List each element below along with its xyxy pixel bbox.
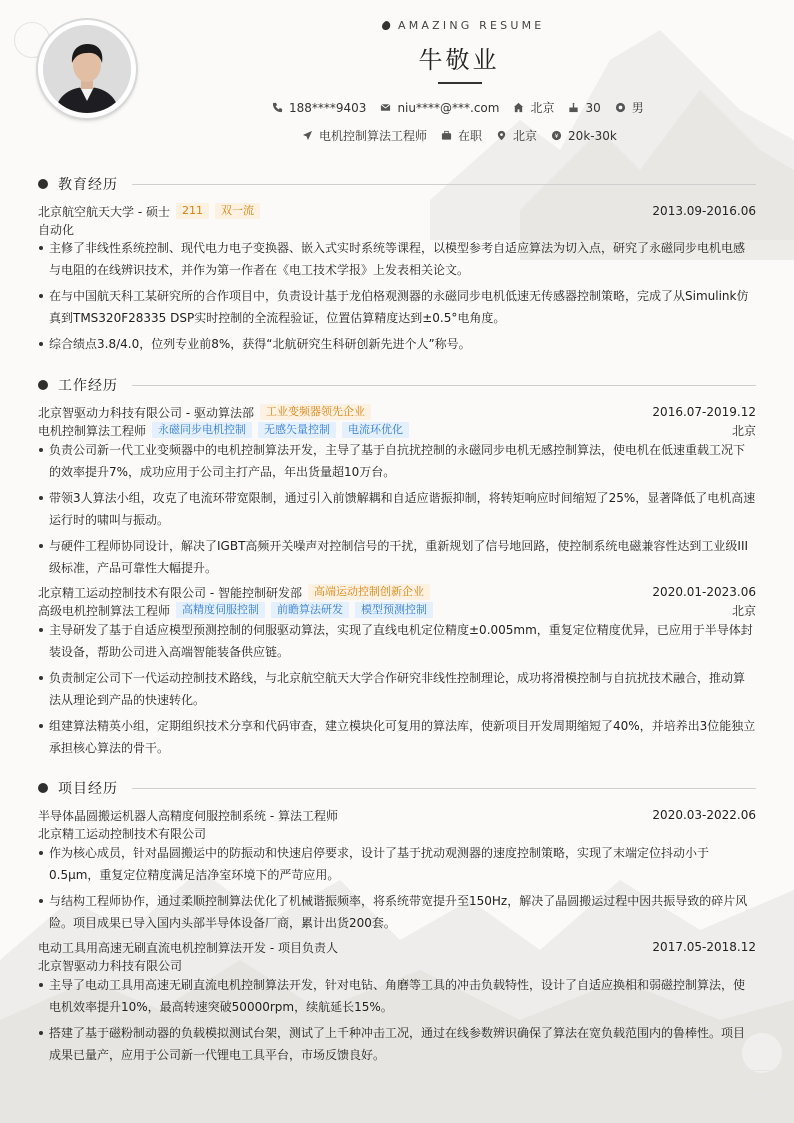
company-tag: 工业变频器领先企业 (260, 404, 371, 420)
work-section-title: 工作经历 (58, 378, 118, 394)
skill-tag: 高精度伺服控制 (176, 602, 265, 618)
school-tag: 双一流 (215, 203, 260, 219)
project-name: 半导体晶圆搬运机器人高精度伺服控制系统 - 算法工程师 (38, 808, 338, 823)
list-item: 主导了电动工具用高速无刷直流电机控制算法开发，针对电钻、角磨等工具的冲击负载特性，设计了自适应换相和弱磁控制算法，使电机效率提升10%，最高转速突破50000rpm，续航延长15%。 (38, 974, 756, 1018)
status-item (441, 127, 482, 144)
education-major-line (38, 221, 756, 237)
project-name: 电动工具用高速无刷直流电机控制算法开发 - 项目负责人 (38, 940, 338, 955)
skill-tag: 模型预测控制 (355, 602, 433, 618)
project-org: 北京精工运动控制技术有限公司 (38, 826, 207, 841)
location-item (513, 99, 554, 116)
list-item: 作为核心成员，针对晶圆搬运中的防振动和快速启停要求，设计了基于扰动观测器的速度控制策略，实现了末端定位抖动小于0.5μm，重复定位精度满足洁净室环境下的严苛应用。 (38, 842, 756, 886)
work-entry-header (38, 404, 756, 420)
work-bullets (38, 619, 756, 763)
map-pin-icon (496, 130, 507, 141)
work-role-line (38, 422, 756, 438)
mail-icon (380, 102, 391, 113)
job-title-item (302, 127, 427, 144)
company-name: 北京精工运动控制技术有限公司 - 智能控制研发部 (38, 585, 302, 600)
salary-item (551, 129, 617, 143)
list-item: 在与中国航天科工某研究所的合作项目中，负责设计基于龙伯格观测器的永磁同步电机低速无传感器控制策略，完成了从Simulink仿真到TMS320F28335 DSP实时控制的全流程验证，位置估算精度达到±0.5°电角度。 (38, 285, 756, 329)
target-city-item (496, 127, 537, 144)
major-name: 自动化 (38, 222, 75, 237)
list-item: 与硬件工程师协同设计，解决了IGBT高频开关噪声对控制信号的干扰，重新规划了信号地回路，使控制系统电磁兼容性达到工业级III级标准，产品可靠性大幅提升。 (38, 535, 756, 579)
project-date: 2017.05-2018.12 (652, 940, 756, 954)
role-name: 高级电机控制算法工程师 (38, 603, 171, 618)
list-item: 负责公司新一代工业变频器中的电机控制算法开发，主导了基于自抗扰控制的永磁同步电机无感控制算法，使电机在低速重载工况下的效率提升7%，成功应用于公司主打产品，年出货量超10万台。 (38, 439, 756, 483)
phone-item (272, 101, 366, 115)
section-bullet-icon (38, 380, 48, 390)
work-role-line (38, 602, 756, 618)
project-org: 北京智驱动力科技有限公司 (38, 958, 183, 973)
email-item (380, 101, 499, 115)
company-tag: 高端运动控制创新企业 (308, 584, 430, 600)
work-date: 2020.01-2023.06 (652, 585, 756, 599)
project-date: 2020.03-2022.06 (652, 808, 756, 822)
work-bullets (38, 439, 756, 583)
status-text: 在职 (458, 129, 483, 143)
project-org-line (38, 825, 756, 841)
job-intent-row (302, 127, 631, 144)
role-name: 电机控制算法工程师 (38, 423, 147, 438)
list-item: 综合绩点3.8/4.0，位列专业前8%，获得“北航研究生科研创新先进个人”称号。 (38, 333, 756, 355)
age-text: 30 (585, 100, 601, 115)
company-name: 北京智驱动力科技有限公司 - 驱动算法部 (38, 405, 254, 420)
section-bullet-icon (38, 179, 48, 189)
list-item: 搭建了基于磁粉制动器的负载模拟测试台架，测试了上千种冲击工况，通过在线参数辨识确保了算法在宽负载范围内的鲁棒性。项目成果已量产，应用于公司新一代锂电工具平台，市场反馈良好。 (38, 1022, 756, 1066)
salary-text: 20k-30k (568, 128, 617, 143)
work-date: 2016.07-2019.12 (652, 405, 756, 419)
birthday-cake-icon (568, 102, 579, 113)
skill-tag: 前瞻算法研发 (271, 602, 349, 618)
education-section-header (38, 174, 756, 194)
brush-drop-icon (380, 20, 392, 32)
resume-tagline (380, 19, 544, 32)
work-city: 北京 (731, 423, 756, 438)
home-icon (513, 102, 524, 113)
school-tag: 211 (176, 203, 209, 219)
svg-text:¥: ¥ (554, 131, 559, 140)
job-title-text: 电机控制算法工程师 (319, 129, 428, 143)
phone-text: 188****9403 (289, 100, 367, 115)
project-entry-header (38, 807, 756, 823)
target-city-text: 北京 (513, 129, 538, 143)
list-item: 组建算法精英小组，定期组织技术分享和代码审查，建立模块化可复用的算法库，使新项目开发周期缩短了40%，并培养出3位能独立承担核心算法的骨干。 (38, 715, 756, 759)
skill-tag: 电流环优化 (342, 422, 409, 438)
name-underline (438, 82, 482, 84)
phone-icon (272, 102, 283, 113)
gender-icon (615, 102, 626, 113)
section-divider (132, 184, 756, 185)
list-item: 负责制定公司下一代运动控制技术路线，与北京航空航天大学合作研究非线性控制理论，成功将滑模控制与自抗扰技术融合，推动算法从理论到产品的快速转化。 (38, 667, 756, 711)
section-divider (132, 788, 756, 789)
tagline-text: AMAZING RESUME (398, 19, 545, 32)
section-bullet-icon (38, 783, 48, 793)
project-org-line (38, 957, 756, 973)
project-section-header (38, 778, 756, 798)
salary-coin-icon (551, 130, 562, 141)
skill-tag: 永磁同步电机控制 (152, 422, 252, 438)
education-date: 2013.09-2016.06 (652, 204, 756, 218)
list-item: 主导研发了基于自适应模型预测控制的伺服驱动算法，实现了直线电机定位精度±0.005mm，重复定位精度优异，已应用于半导体封装设备，帮助公司进入高端智能装备供应链。 (38, 619, 756, 663)
paper-plane-icon (302, 130, 313, 141)
project-bullets (38, 974, 756, 1070)
candidate-name: 牛敬业 (418, 46, 500, 74)
skill-tag: 无感矢量控制 (258, 422, 336, 438)
gender-item (615, 99, 644, 116)
age-item (568, 101, 600, 115)
list-item: 带领3人算法小组，攻克了电流环带宽限制，通过引入前馈解耦和自适应谐振抑制，将转矩响应时间缩短了25%，显著降低了电机高速运行时的啸叫与振动。 (38, 487, 756, 531)
work-city: 北京 (731, 603, 756, 618)
school-name: 北京航空航天大学 - 硕士 (38, 204, 170, 219)
email-text: niu****@***.com (397, 100, 500, 115)
education-entry-header (38, 203, 756, 219)
location-text: 北京 (530, 101, 555, 115)
project-bullets (38, 842, 756, 938)
section-divider (132, 385, 756, 386)
decorative-square (742, 1070, 770, 1096)
gender-text: 男 (631, 101, 644, 115)
contact-info-row (272, 99, 658, 116)
list-item: 主修了非线性系统控制、现代电力电子变换器、嵌入式实时系统等课程，以模型参考自适应算法为切入点，研究了永磁同步电机电感与电阻的在线辨识技术，并作为第一作者在《电工技术学报》上发表相关论文。 (38, 237, 756, 281)
work-section-header (38, 375, 756, 395)
project-entry-header (38, 939, 756, 955)
education-section-title: 教育经历 (58, 177, 118, 193)
briefcase-icon (441, 130, 452, 141)
list-item: 与结构工程师协作，通过柔顺控制算法优化了机械谐振频率，将系统带宽提升至150Hz，解决了晶圆搬运过程中因共振导致的碎片风险。项目成果已导入国内头部半导体设备厂商，累计出货200套。 (38, 890, 756, 934)
project-section-title: 项目经历 (58, 781, 118, 797)
work-entry-header (38, 584, 756, 600)
education-bullets (38, 237, 756, 359)
